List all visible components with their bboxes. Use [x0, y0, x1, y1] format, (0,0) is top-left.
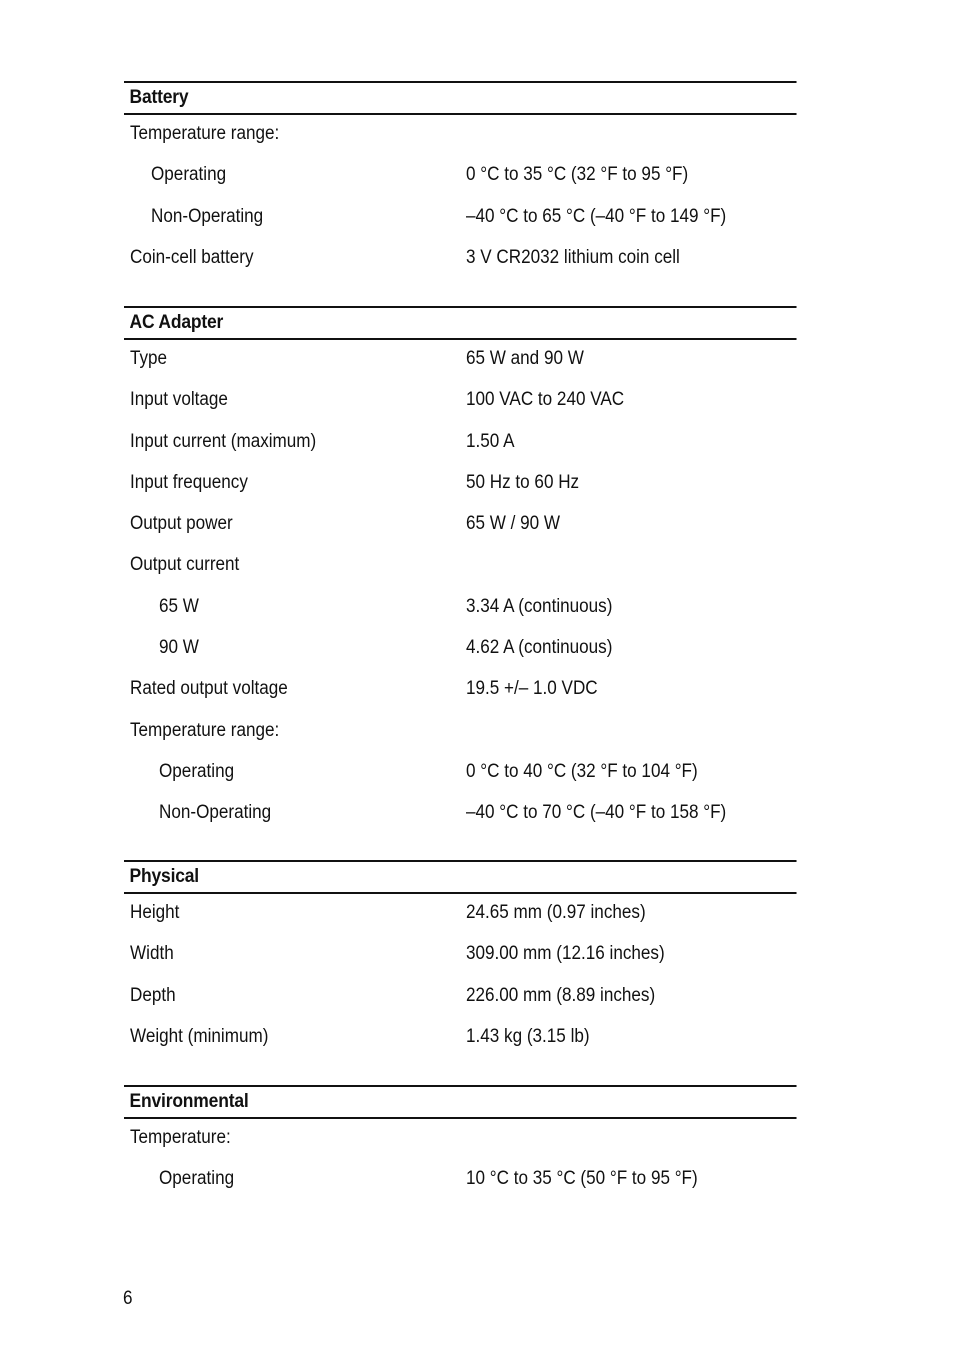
spec-value: –40 °C to 65 °C (–40 °F to 149 °F)	[466, 205, 727, 227]
spec-label: Temperature:	[130, 1127, 231, 1148]
spec-label: Non-Operating	[151, 205, 264, 227]
spec-value: 3.34 A (continuous)	[466, 595, 613, 617]
spec-label: Operating	[159, 760, 235, 782]
spec-row	[124, 592, 855, 633]
section-physical	[124, 860, 855, 1063]
page-number: 6	[123, 1288, 133, 1309]
section-title: AC Adapter	[124, 306, 797, 340]
spec-row	[124, 1164, 855, 1205]
spec-row	[124, 243, 855, 284]
section-title: Environmental	[124, 1085, 797, 1119]
spec-label: Output current	[130, 554, 240, 576]
spec-label: Coin-cell battery	[130, 246, 254, 268]
spec-label: Non-Operating	[159, 802, 272, 824]
spec-row	[124, 550, 855, 591]
spec-row	[124, 202, 855, 243]
spec-label: 90 W	[159, 637, 199, 659]
spec-value: 65 W / 90 W	[466, 513, 561, 535]
spec-row	[124, 509, 855, 550]
spec-row	[124, 344, 855, 385]
section-title: Physical	[124, 860, 797, 894]
spec-label: Type	[130, 348, 168, 369]
spec-row	[124, 674, 855, 715]
spec-row	[124, 633, 855, 674]
spec-label: 65 W	[159, 595, 199, 617]
spec-value: 19.5 +/– 1.0 VDC	[466, 678, 598, 700]
spec-label: Weight (minimum)	[130, 1025, 269, 1047]
section-ac-adapter	[124, 306, 855, 840]
spec-label: Input frequency	[130, 471, 248, 493]
section-title: Battery	[124, 81, 797, 115]
spec-value: 309.00 mm (12.16 inches)	[466, 943, 665, 965]
spec-row	[124, 716, 855, 757]
section-environmental	[124, 1085, 855, 1206]
spec-label: Depth	[130, 984, 176, 1006]
spec-value: 1.50 A	[466, 430, 515, 452]
spec-value: 1.43 kg (3.15 lb)	[466, 1025, 590, 1047]
spec-value: –40 °C to 70 °C (–40 °F to 158 °F)	[466, 802, 727, 824]
spec-row	[124, 427, 855, 468]
spec-label: Input voltage	[130, 389, 228, 411]
spec-label: Height	[130, 902, 180, 923]
spec-row	[124, 898, 855, 939]
spec-value: 3 V CR2032 lithium coin cell	[466, 246, 680, 268]
spec-value: 65 W and 90 W	[466, 348, 584, 369]
spec-value: 10 °C to 35 °C (50 °F to 95 °F)	[466, 1168, 698, 1190]
spec-label: Operating	[159, 1168, 235, 1190]
spec-row	[124, 757, 855, 798]
spec-row	[124, 981, 855, 1022]
spec-value: 50 Hz to 60 Hz	[466, 471, 580, 493]
spec-label: Rated output voltage	[130, 678, 288, 700]
spec-row	[124, 1123, 855, 1164]
spec-label: Output power	[130, 513, 233, 535]
spec-label: Operating	[151, 164, 227, 186]
spec-value: 0 °C to 35 °C (32 °F to 95 °F)	[466, 164, 689, 186]
spec-value: 100 VAC to 240 VAC	[466, 389, 625, 411]
spec-row	[124, 468, 855, 509]
spec-label: Temperature range:	[130, 123, 280, 144]
spec-row	[124, 939, 855, 980]
spec-row	[124, 385, 855, 426]
spec-row	[124, 160, 855, 201]
spec-row	[124, 119, 855, 160]
spec-row	[124, 1022, 855, 1063]
spec-value: 4.62 A (continuous)	[466, 637, 613, 659]
spec-value: 0 °C to 40 °C (32 °F to 104 °F)	[466, 760, 698, 782]
spec-label: Temperature range:	[130, 719, 280, 741]
spec-row	[124, 798, 855, 839]
section-battery	[124, 81, 855, 284]
spec-label: Width	[130, 943, 174, 965]
spec-value: 226.00 mm (8.89 inches)	[466, 984, 656, 1006]
spec-label: Input current (maximum)	[130, 430, 317, 452]
spec-value: 24.65 mm (0.97 inches)	[466, 902, 646, 923]
